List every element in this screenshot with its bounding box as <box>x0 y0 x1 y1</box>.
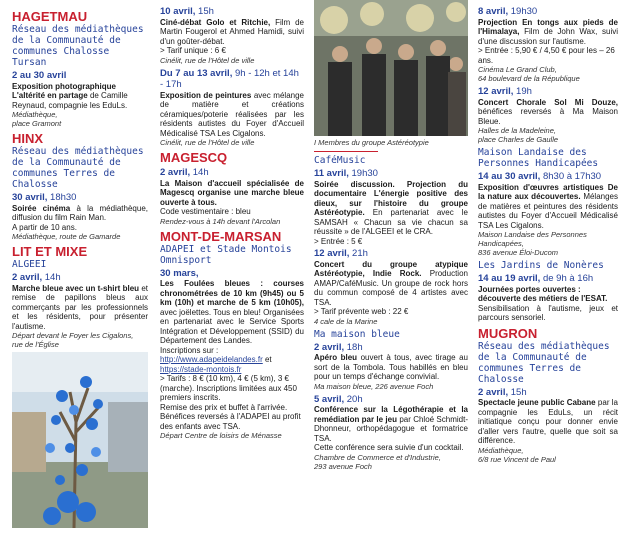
event-description: Soirée cinéma à la médiathèque, diffusion du film Rain Man. <box>12 203 148 222</box>
event-date: 14 au 19 avril, de 9h à 16h <box>478 273 594 284</box>
band-photo <box>314 0 468 136</box>
event-description: Spectacle jeune public Cabane par la compagnie les EduLs, un récit initiatique conçu pour donner envie d'aller vers l'autre, quelle que soit sa différence. <box>478 398 618 445</box>
event-tarif: > Tarif prévente web : 22 € <box>314 307 409 316</box>
event-date: 2 avril, 15h <box>478 386 527 398</box>
column-1 <box>12 0 148 538</box>
event-date: 30 avril, 18h30 <box>12 192 77 203</box>
event-tarif: > Tarifs : 8 € (10 km), 4 € (5 km), 3 € (marche). Inscriptions limitées aux 450 premiers inscrits. <box>160 374 297 402</box>
event-date: 2 avril, 14h <box>160 167 209 178</box>
event-date: 12 avril, 21h <box>314 248 368 259</box>
divider <box>314 151 378 152</box>
event-place: Cinéma Le Grand Club, 64 boulevard de la République <box>478 65 580 83</box>
event-description: Exposition de peintures avec mélange de matière et créations céramiques/poterie réalisées par les résidents autistes du Foyer d'Accueil Médicalisé TSA Les Cigalons. <box>160 90 304 138</box>
venue-heading: ADAPEI et Stade Montois Omnisport <box>160 243 292 266</box>
event-description: Les Foulées bleues : courses chronométrées de 10 km (9h45) ou 5 km (10h) et marche de 5 km (10h05), avec joëlettes. Tous en bleu! Organisées en partenariat avec le Service Sports Intégration et Développement (SSID) du Département des Landes. <box>160 279 304 345</box>
event-description: Sensibilisation à l'autisme, jeux et parcours sensoriel. <box>478 303 618 322</box>
event-age: A partir de 10 ans. <box>12 222 77 232</box>
event-date: 10 avril, 15h <box>160 6 214 17</box>
photo-caption: I Membres du groupe Astéréotypie <box>314 138 429 147</box>
event-place: Médiathèque, place Gramont <box>12 110 62 128</box>
event-links: http://www.adapeidelandes.fr et https://stade-montois.fr <box>160 355 272 374</box>
event-date: 5 avril, 20h <box>314 393 363 405</box>
event-place: Médiathèque, route de Gamarde <box>12 232 121 241</box>
city-heading: MUGRON <box>478 325 538 341</box>
venue-heading: ALGEEI <box>12 259 47 270</box>
event-description: Marche bleue avec un t-shirt bleu et remise de papillons bleus aux commerçants par les professionnels et les résidents, pour présenter l'autisme. <box>12 283 148 331</box>
column-4 <box>478 0 618 538</box>
event-place: Halles de la Madeleine, place Charles de Gaulle <box>478 126 559 144</box>
event-title: La Maison d'accueil spécialisée de Magescq organise une marche bleue ouverte à tous. <box>160 178 304 207</box>
event-date: Du 7 au 13 avril, 9h - 12h et 14h - 17h <box>160 67 299 90</box>
event-place: Ma maison bleue, 226 avenue Foch <box>314 381 434 391</box>
column-3 <box>314 0 468 538</box>
event-description: Concert Chorale Sol Mi Douze, bénéfices reversés à Ma Maison Bleue. <box>478 97 618 126</box>
event-place: Chambre de Commerce et d'Industrie, 293 avenue Foch <box>314 452 441 471</box>
event-remise: Remise des prix et buffet à l'arrivée. Bénéfices reversés à l'ADAPEI au profit des enfants avec TSA. <box>160 402 301 431</box>
city-heading: MAGESCQ <box>160 150 228 165</box>
event-description: Apéro bleu ouvert à tous, avec tirage au sort de la Tombola. Tous habillés en bleu pour un temps d'échange convivial. <box>314 353 468 381</box>
city-heading: LIT ET MIXE <box>12 244 88 259</box>
venue-heading: Réseau des médiathèques de la Communauté de communes Terres de Chalosse <box>12 146 144 190</box>
event-tarif: > Entrée : 5 € <box>314 236 363 246</box>
event-description: Conférence sur la Légothérapie et la remédiation par le jeu par Chloé Schmidt-Dhonneur, orthopédagogue et formatrice TSA. <box>314 405 468 443</box>
link-stade-montois[interactable]: https://stade-montois.fr <box>160 364 242 374</box>
event-date: 11 avril, 19h30 <box>314 168 378 179</box>
event-place: Médiathèque, 6/8 rue Vincent de Paul <box>478 445 556 464</box>
venue-heading: Réseau des médiathèques de la Communauté de communes Chalosse Tursan <box>12 24 144 68</box>
city-heading: HINX <box>12 131 44 146</box>
event-description: Exposition photographique L'altérité en partage de Camille Reynaud, compagnie les EduLs. <box>12 81 128 110</box>
event-description: Projection En tongs aux pieds de l'Himalaya, Film de John Wax, suivi d'une discussion sur l'autisme. <box>478 17 618 46</box>
event-date: 14 au 30 avril, 8h30 à 17h30 <box>478 171 602 182</box>
event-place: Départ devant le Foyer les Cigalons, rue de l'Église <box>12 331 134 349</box>
venue-heading: Les Jardins de Nonères <box>478 260 604 271</box>
event-description: Code vestimentaire : bleu <box>160 207 251 216</box>
city-heading: HAGETMAU <box>12 9 88 24</box>
city-heading: MONT-DE-MARSAN <box>160 228 282 244</box>
event-description: Ciné-débat Golo et Ritchie, Film de Martin Fougerol et Ahmed Hamidi, suivi d'un goûter-débat. <box>160 17 304 46</box>
event-description: Exposition d'œuvres artistiques De la nature aux découvertes. Mélanges de matières et peintures des résidents autistes du Foyer d'Accueil Médicalisé TSA Les Cigalons. <box>478 182 618 230</box>
event-date: 12 avril, 19h <box>478 86 532 97</box>
event-note: Cette conférence sera suivie d'un cocktail. <box>314 443 464 452</box>
event-date: 2 au 30 avril <box>12 70 67 81</box>
event-place: 4 cale de la Marine <box>314 316 378 326</box>
event-tarif: > Tarif unique : 6 € <box>160 46 226 55</box>
link-adapei[interactable]: http://www.adapeidelandes.fr <box>160 355 263 364</box>
venue-heading: Réseau des médiathèques de la Communauté de communes Terres de Chalosse <box>478 340 610 385</box>
event-inscriptions: Inscriptions sur : <box>160 345 219 355</box>
column-2 <box>160 0 304 538</box>
event-place: Cinélit, rue de l'Hôtel de ville <box>160 138 255 147</box>
event-place: Cinélit, rue de l'Hôtel de ville <box>160 55 255 65</box>
event-date: 8 avril, 19h30 <box>478 6 538 17</box>
event-tarif: > Entrée : 5,90 € / 4,50 € pour les – 26 ans. <box>478 46 615 65</box>
event-date: 30 mars, <box>160 267 199 279</box>
venue-heading: Ma maison bleue <box>314 328 400 340</box>
event-description: Soirée discussion. Projection du documentaire L'énergie positive des dieux, sur l'histoire du groupe Astéréotypie. En partenariat avec le SAMSAH « Chacun sa vie chacun sa réussite » de l'ALGEEI et le CRA. <box>314 179 468 236</box>
event-description: Concert du groupe atypique Astéréotypie, Indie Rock. Production AMAP/CaféMusic. Un groupe de rock hors du commun composé de 4 artistes avec TSA. <box>314 259 468 307</box>
event-date: 2 avril, 14h <box>12 272 61 283</box>
event-title: Journées portes ouvertes : découverte des métiers de l'ESAT. <box>478 284 608 303</box>
event-place: Départ Centre de loisirs de Ménasse <box>160 431 282 440</box>
event-date: 2 avril, 18h <box>314 341 363 353</box>
event-place: Rendez-vous à 14h devant l'Arcolan <box>160 216 281 226</box>
venue-heading: Maison Landaise des Personnes Handicapées <box>478 147 599 169</box>
venue-heading: CaféMusic <box>314 155 366 166</box>
event-place: Maison Landaise des Personnes Handicapées, 836 avenue Éloi-Ducom <box>478 230 587 257</box>
blue-balloons-photo <box>12 352 148 528</box>
